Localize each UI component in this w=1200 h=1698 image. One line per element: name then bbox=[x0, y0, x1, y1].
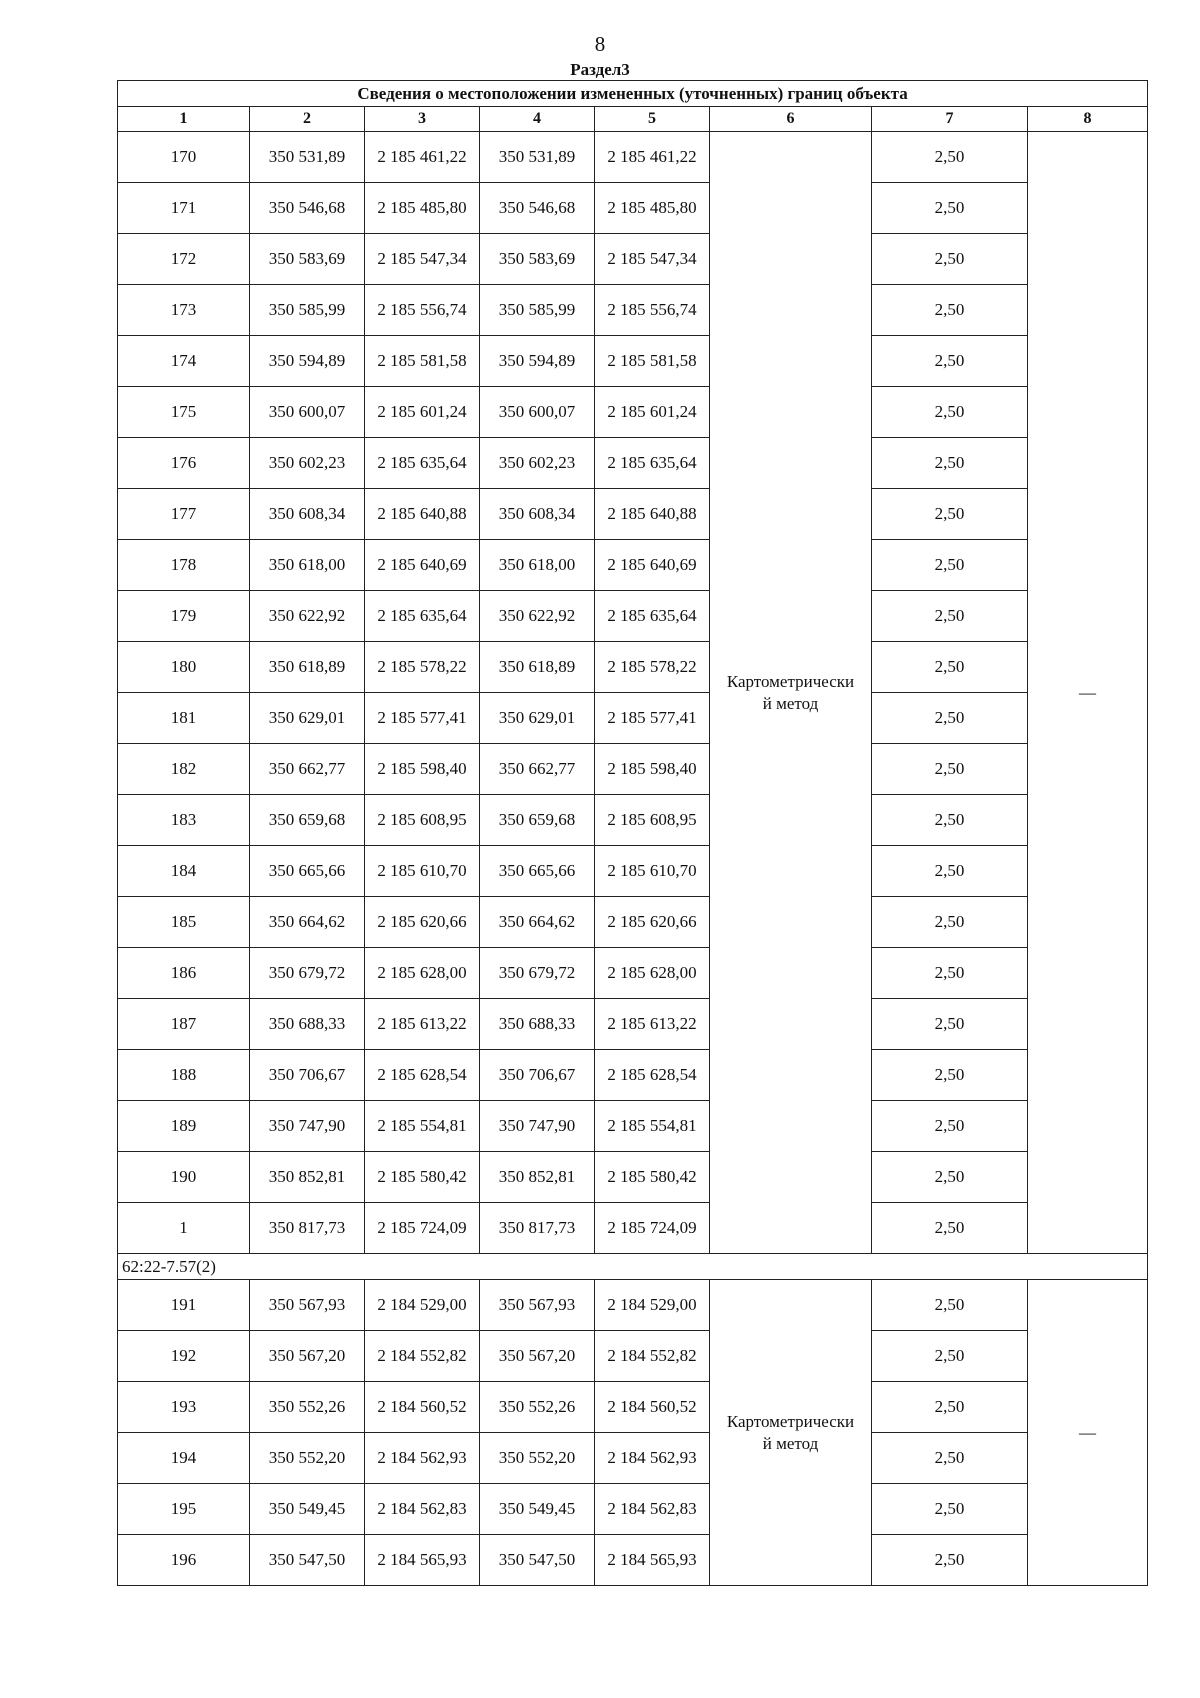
point-number-cell: 180 bbox=[118, 642, 250, 693]
y-coordinate-cell: 2 185 461,22 bbox=[595, 132, 710, 183]
accuracy-cell: 2,50 bbox=[872, 438, 1028, 489]
x-coordinate-cell: 350 817,73 bbox=[480, 1203, 595, 1254]
table-row bbox=[118, 795, 1148, 846]
x-coordinate-cell: 350 531,89 bbox=[480, 132, 595, 183]
x-coordinate-cell: 350 618,89 bbox=[480, 642, 595, 693]
table-row bbox=[118, 1433, 1148, 1484]
y-coordinate-cell: 2 184 562,93 bbox=[595, 1433, 710, 1484]
accuracy-cell: 2,50 bbox=[872, 1382, 1028, 1433]
y-coordinate-cell: 2 185 581,58 bbox=[595, 336, 710, 387]
column-header: 7 bbox=[872, 107, 1028, 132]
accuracy-cell: 2,50 bbox=[872, 1280, 1028, 1331]
table-row bbox=[118, 1203, 1148, 1254]
y-coordinate-cell: 2 185 601,24 bbox=[595, 387, 710, 438]
y-coordinate-cell: 2 185 628,00 bbox=[365, 948, 480, 999]
x-coordinate-cell: 350 567,93 bbox=[250, 1280, 365, 1331]
y-coordinate-cell: 2 185 628,54 bbox=[595, 1050, 710, 1101]
table-row bbox=[118, 438, 1148, 489]
table-row bbox=[118, 1280, 1148, 1331]
accuracy-cell: 2,50 bbox=[872, 1203, 1028, 1254]
point-number-cell: 173 bbox=[118, 285, 250, 336]
x-coordinate-cell: 350 552,20 bbox=[250, 1433, 365, 1484]
point-number-cell: 196 bbox=[118, 1535, 250, 1586]
y-coordinate-cell: 2 185 628,00 bbox=[595, 948, 710, 999]
point-number-cell: 193 bbox=[118, 1382, 250, 1433]
column-8-cell: — bbox=[1028, 132, 1148, 1254]
x-coordinate-cell: 350 546,68 bbox=[480, 183, 595, 234]
point-number-cell: 179 bbox=[118, 591, 250, 642]
x-coordinate-cell: 350 618,00 bbox=[480, 540, 595, 591]
y-coordinate-cell: 2 185 577,41 bbox=[595, 693, 710, 744]
x-coordinate-cell: 350 662,77 bbox=[250, 744, 365, 795]
table-row bbox=[118, 183, 1148, 234]
point-number-cell: 172 bbox=[118, 234, 250, 285]
y-coordinate-cell: 2 185 640,88 bbox=[365, 489, 480, 540]
x-coordinate-cell: 350 679,72 bbox=[480, 948, 595, 999]
x-coordinate-cell: 350 552,20 bbox=[480, 1433, 595, 1484]
y-coordinate-cell: 2 185 635,64 bbox=[365, 438, 480, 489]
x-coordinate-cell: 350 706,67 bbox=[480, 1050, 595, 1101]
table-row bbox=[118, 897, 1148, 948]
point-number-cell: 176 bbox=[118, 438, 250, 489]
accuracy-cell: 2,50 bbox=[872, 1101, 1028, 1152]
column-header: 2 bbox=[250, 107, 365, 132]
method-text-line: й метод bbox=[762, 693, 819, 713]
y-coordinate-cell: 2 185 613,22 bbox=[595, 999, 710, 1050]
y-coordinate-cell: 2 184 529,00 bbox=[595, 1280, 710, 1331]
method-text-line: Картометрически bbox=[726, 671, 855, 691]
table-row bbox=[118, 1050, 1148, 1101]
accuracy-cell: 2,50 bbox=[872, 183, 1028, 234]
x-coordinate-cell: 350 583,69 bbox=[250, 234, 365, 285]
accuracy-cell: 2,50 bbox=[872, 999, 1028, 1050]
column-header: 4 bbox=[480, 107, 595, 132]
table-row bbox=[118, 846, 1148, 897]
x-coordinate-cell: 350 594,89 bbox=[480, 336, 595, 387]
table-row bbox=[118, 132, 1148, 183]
y-coordinate-cell: 2 185 635,64 bbox=[595, 438, 710, 489]
point-number-cell: 183 bbox=[118, 795, 250, 846]
point-number-cell: 171 bbox=[118, 183, 250, 234]
table-row bbox=[118, 1484, 1148, 1535]
y-coordinate-cell: 2 185 601,24 bbox=[365, 387, 480, 438]
accuracy-cell: 2,50 bbox=[872, 1535, 1028, 1586]
x-coordinate-cell: 350 679,72 bbox=[250, 948, 365, 999]
table-row bbox=[118, 948, 1148, 999]
column-header: 3 bbox=[365, 107, 480, 132]
y-coordinate-cell: 2 185 461,22 bbox=[365, 132, 480, 183]
y-coordinate-cell: 2 185 580,42 bbox=[365, 1152, 480, 1203]
y-coordinate-cell: 2 185 547,34 bbox=[365, 234, 480, 285]
boundary-coordinates-table bbox=[117, 80, 1148, 1586]
table-row bbox=[118, 1331, 1148, 1382]
y-coordinate-cell: 2 185 640,88 bbox=[595, 489, 710, 540]
y-coordinate-cell: 2 185 577,41 bbox=[365, 693, 480, 744]
table-row bbox=[118, 1535, 1148, 1586]
table-row bbox=[118, 999, 1148, 1050]
accuracy-cell: 2,50 bbox=[872, 795, 1028, 846]
x-coordinate-cell: 350 659,68 bbox=[250, 795, 365, 846]
y-coordinate-cell: 2 185 620,66 bbox=[595, 897, 710, 948]
accuracy-cell: 2,50 bbox=[872, 591, 1028, 642]
section-title: Раздел3 bbox=[570, 60, 630, 79]
point-number-cell: 177 bbox=[118, 489, 250, 540]
point-number-cell: 192 bbox=[118, 1331, 250, 1382]
accuracy-cell: 2,50 bbox=[872, 744, 1028, 795]
point-number-cell: 185 bbox=[118, 897, 250, 948]
accuracy-cell: 2,50 bbox=[872, 132, 1028, 183]
group-label: 62:22-7.57(2) bbox=[118, 1254, 1148, 1280]
accuracy-cell: 2,50 bbox=[872, 234, 1028, 285]
x-coordinate-cell: 350 629,01 bbox=[250, 693, 365, 744]
point-number-cell: 184 bbox=[118, 846, 250, 897]
y-coordinate-cell: 2 185 610,70 bbox=[595, 846, 710, 897]
point-number-cell: 170 bbox=[118, 132, 250, 183]
x-coordinate-cell: 350 549,45 bbox=[480, 1484, 595, 1535]
y-coordinate-cell: 2 184 562,93 bbox=[365, 1433, 480, 1484]
table-row bbox=[118, 591, 1148, 642]
point-number-cell: 191 bbox=[118, 1280, 250, 1331]
x-coordinate-cell: 350 600,07 bbox=[250, 387, 365, 438]
y-coordinate-cell: 2 184 552,82 bbox=[365, 1331, 480, 1382]
accuracy-cell: 2,50 bbox=[872, 846, 1028, 897]
y-coordinate-cell: 2 185 608,95 bbox=[365, 795, 480, 846]
x-coordinate-cell: 350 665,66 bbox=[480, 846, 595, 897]
x-coordinate-cell: 350 665,66 bbox=[250, 846, 365, 897]
y-coordinate-cell: 2 185 628,54 bbox=[365, 1050, 480, 1101]
point-number-cell: 186 bbox=[118, 948, 250, 999]
accuracy-cell: 2,50 bbox=[872, 1152, 1028, 1203]
x-coordinate-cell: 350 552,26 bbox=[250, 1382, 365, 1433]
point-number-cell: 189 bbox=[118, 1101, 250, 1152]
x-coordinate-cell: 350 664,62 bbox=[250, 897, 365, 948]
x-coordinate-cell: 350 608,34 bbox=[480, 489, 595, 540]
table-row bbox=[118, 1382, 1148, 1433]
x-coordinate-cell: 350 852,81 bbox=[250, 1152, 365, 1203]
y-coordinate-cell: 2 185 598,40 bbox=[365, 744, 480, 795]
y-coordinate-cell: 2 184 562,83 bbox=[365, 1484, 480, 1535]
method-cell bbox=[710, 132, 872, 1254]
x-coordinate-cell: 350 629,01 bbox=[480, 693, 595, 744]
x-coordinate-cell: 350 618,89 bbox=[250, 642, 365, 693]
x-coordinate-cell: 350 594,89 bbox=[250, 336, 365, 387]
y-coordinate-cell: 2 185 554,81 bbox=[365, 1101, 480, 1152]
x-coordinate-cell: 350 659,68 bbox=[480, 795, 595, 846]
x-coordinate-cell: 350 583,69 bbox=[480, 234, 595, 285]
y-coordinate-cell: 2 184 565,93 bbox=[365, 1535, 480, 1586]
y-coordinate-cell: 2 184 565,93 bbox=[595, 1535, 710, 1586]
y-coordinate-cell: 2 185 608,95 bbox=[595, 795, 710, 846]
y-coordinate-cell: 2 185 640,69 bbox=[595, 540, 710, 591]
accuracy-cell: 2,50 bbox=[872, 489, 1028, 540]
x-coordinate-cell: 350 817,73 bbox=[250, 1203, 365, 1254]
y-coordinate-cell: 2 185 580,42 bbox=[595, 1152, 710, 1203]
x-coordinate-cell: 350 664,62 bbox=[480, 897, 595, 948]
table-row bbox=[118, 285, 1148, 336]
accuracy-cell: 2,50 bbox=[872, 948, 1028, 999]
point-number-cell: 187 bbox=[118, 999, 250, 1050]
x-coordinate-cell: 350 552,26 bbox=[480, 1382, 595, 1433]
y-coordinate-cell: 2 185 485,80 bbox=[595, 183, 710, 234]
x-coordinate-cell: 350 852,81 bbox=[480, 1152, 595, 1203]
table-row bbox=[118, 1152, 1148, 1203]
y-coordinate-cell: 2 185 640,69 bbox=[365, 540, 480, 591]
x-coordinate-cell: 350 706,67 bbox=[250, 1050, 365, 1101]
table-row bbox=[118, 540, 1148, 591]
x-coordinate-cell: 350 747,90 bbox=[250, 1101, 365, 1152]
x-coordinate-cell: 350 549,45 bbox=[250, 1484, 365, 1535]
point-number-cell: 175 bbox=[118, 387, 250, 438]
y-coordinate-cell: 2 185 581,58 bbox=[365, 336, 480, 387]
column-8-cell: — bbox=[1028, 1280, 1148, 1586]
y-coordinate-cell: 2 184 560,52 bbox=[595, 1382, 710, 1433]
accuracy-cell: 2,50 bbox=[872, 897, 1028, 948]
table-row bbox=[118, 234, 1148, 285]
column-header: 6 bbox=[710, 107, 872, 132]
x-coordinate-cell: 350 600,07 bbox=[480, 387, 595, 438]
y-coordinate-cell: 2 185 485,80 bbox=[365, 183, 480, 234]
table-row bbox=[118, 489, 1148, 540]
table-row bbox=[118, 693, 1148, 744]
x-coordinate-cell: 350 567,20 bbox=[480, 1331, 595, 1382]
y-coordinate-cell: 2 185 635,64 bbox=[365, 591, 480, 642]
method-text-line: й метод bbox=[762, 1433, 819, 1453]
accuracy-cell: 2,50 bbox=[872, 642, 1028, 693]
method-cell bbox=[710, 1280, 872, 1586]
table-row bbox=[118, 336, 1148, 387]
x-coordinate-cell: 350 618,00 bbox=[250, 540, 365, 591]
x-coordinate-cell: 350 602,23 bbox=[480, 438, 595, 489]
x-coordinate-cell: 350 688,33 bbox=[250, 999, 365, 1050]
point-number-cell: 195 bbox=[118, 1484, 250, 1535]
y-coordinate-cell: 2 184 552,82 bbox=[595, 1331, 710, 1382]
y-coordinate-cell: 2 185 620,66 bbox=[365, 897, 480, 948]
y-coordinate-cell: 2 185 635,64 bbox=[595, 591, 710, 642]
x-coordinate-cell: 350 608,34 bbox=[250, 489, 365, 540]
group-label-row bbox=[118, 1254, 1148, 1280]
y-coordinate-cell: 2 184 562,83 bbox=[595, 1484, 710, 1535]
y-coordinate-cell: 2 185 724,09 bbox=[365, 1203, 480, 1254]
table-row bbox=[118, 387, 1148, 438]
table-body bbox=[118, 132, 1148, 1586]
column-header: 5 bbox=[595, 107, 710, 132]
table-row bbox=[118, 642, 1148, 693]
accuracy-cell: 2,50 bbox=[872, 693, 1028, 744]
y-coordinate-cell: 2 185 724,09 bbox=[595, 1203, 710, 1254]
point-number-cell: 188 bbox=[118, 1050, 250, 1101]
x-coordinate-cell: 350 546,68 bbox=[250, 183, 365, 234]
x-coordinate-cell: 350 747,90 bbox=[480, 1101, 595, 1152]
accuracy-cell: 2,50 bbox=[872, 1484, 1028, 1535]
y-coordinate-cell: 2 184 560,52 bbox=[365, 1382, 480, 1433]
accuracy-cell: 2,50 bbox=[872, 336, 1028, 387]
x-coordinate-cell: 350 547,50 bbox=[480, 1535, 595, 1586]
table-row bbox=[118, 744, 1148, 795]
x-coordinate-cell: 350 585,99 bbox=[250, 285, 365, 336]
accuracy-cell: 2,50 bbox=[872, 1050, 1028, 1101]
x-coordinate-cell: 350 622,92 bbox=[250, 591, 365, 642]
y-coordinate-cell: 2 184 529,00 bbox=[365, 1280, 480, 1331]
method-text-line: Картометрически bbox=[726, 1411, 855, 1431]
y-coordinate-cell: 2 185 554,81 bbox=[595, 1101, 710, 1152]
table-caption: Сведения о местоположении измененных (уточненных) границ объекта bbox=[118, 81, 1148, 107]
y-coordinate-cell: 2 185 556,74 bbox=[365, 285, 480, 336]
page-number: 8 bbox=[594, 32, 606, 56]
accuracy-cell: 2,50 bbox=[872, 285, 1028, 336]
accuracy-cell: 2,50 bbox=[872, 540, 1028, 591]
y-coordinate-cell: 2 185 598,40 bbox=[595, 744, 710, 795]
x-coordinate-cell: 350 662,77 bbox=[480, 744, 595, 795]
point-number-cell: 174 bbox=[118, 336, 250, 387]
y-coordinate-cell: 2 185 613,22 bbox=[365, 999, 480, 1050]
point-number-cell: 181 bbox=[118, 693, 250, 744]
point-number-cell: 182 bbox=[118, 744, 250, 795]
table-row bbox=[118, 1101, 1148, 1152]
point-number-cell: 190 bbox=[118, 1152, 250, 1203]
column-header: 1 bbox=[118, 107, 250, 132]
accuracy-cell: 2,50 bbox=[872, 387, 1028, 438]
x-coordinate-cell: 350 547,50 bbox=[250, 1535, 365, 1586]
y-coordinate-cell: 2 185 578,22 bbox=[365, 642, 480, 693]
point-number-cell: 1 bbox=[118, 1203, 250, 1254]
x-coordinate-cell: 350 531,89 bbox=[250, 132, 365, 183]
accuracy-cell: 2,50 bbox=[872, 1331, 1028, 1382]
x-coordinate-cell: 350 622,92 bbox=[480, 591, 595, 642]
table-header-row bbox=[118, 107, 1148, 132]
y-coordinate-cell: 2 185 578,22 bbox=[595, 642, 710, 693]
y-coordinate-cell: 2 185 610,70 bbox=[365, 846, 480, 897]
accuracy-cell: 2,50 bbox=[872, 1433, 1028, 1484]
point-number-cell: 178 bbox=[118, 540, 250, 591]
x-coordinate-cell: 350 602,23 bbox=[250, 438, 365, 489]
y-coordinate-cell: 2 185 556,74 bbox=[595, 285, 710, 336]
x-coordinate-cell: 350 567,20 bbox=[250, 1331, 365, 1382]
x-coordinate-cell: 350 585,99 bbox=[480, 285, 595, 336]
x-coordinate-cell: 350 688,33 bbox=[480, 999, 595, 1050]
column-header: 8 bbox=[1028, 107, 1148, 132]
y-coordinate-cell: 2 185 547,34 bbox=[595, 234, 710, 285]
x-coordinate-cell: 350 567,93 bbox=[480, 1280, 595, 1331]
point-number-cell: 194 bbox=[118, 1433, 250, 1484]
